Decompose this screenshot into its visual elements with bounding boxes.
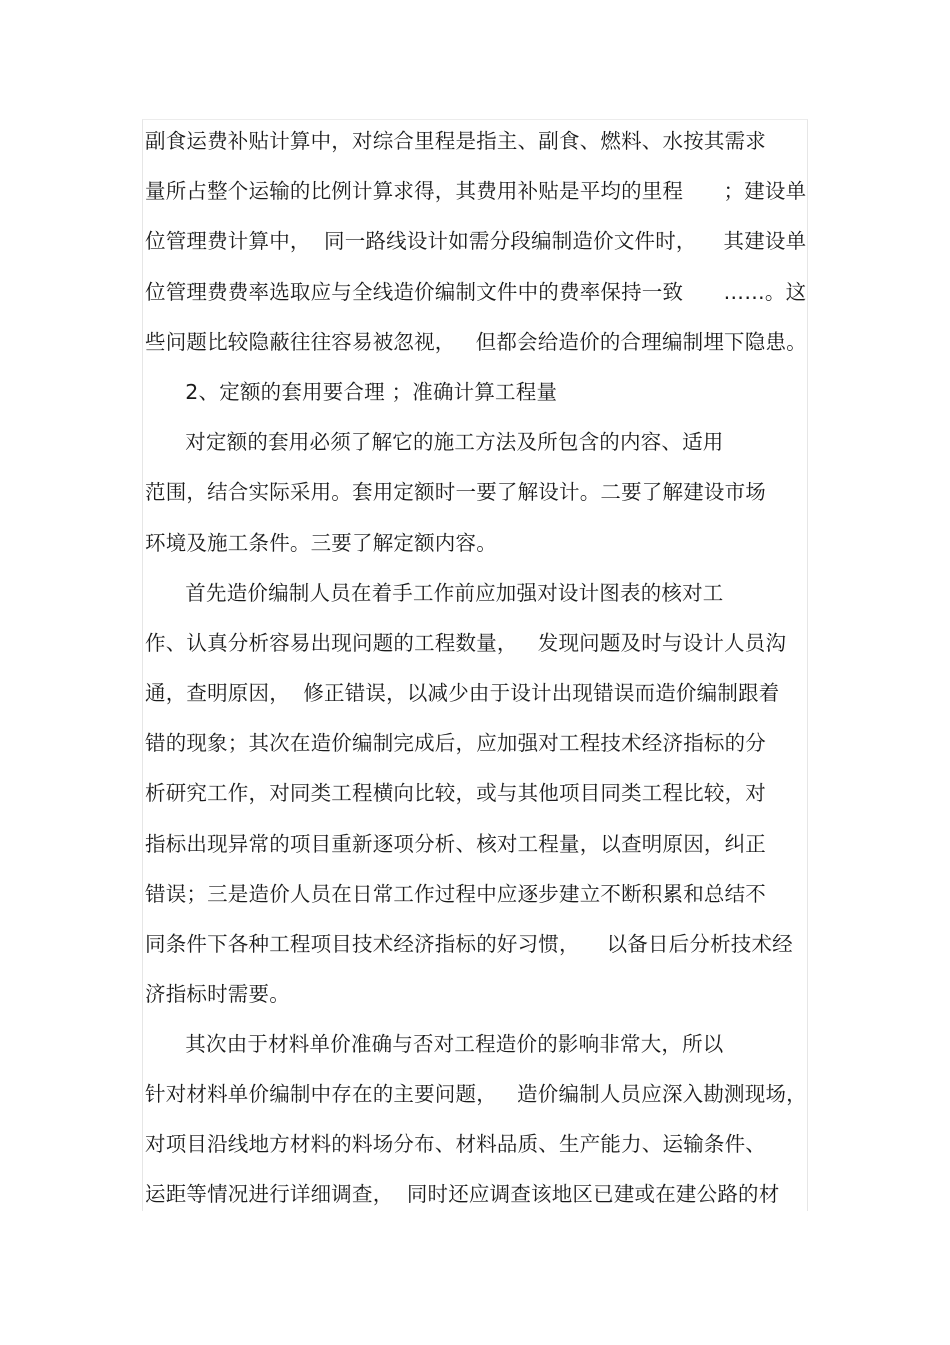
text-line: 其次由于材料单价准确与否对工程造价的影响非常大，所以 bbox=[145, 1032, 724, 1056]
text-line: 错误；三是造价人员在日常工作过程中应逐步建立不断积累和总结不 bbox=[145, 882, 766, 906]
text-line: 错的现象；其次在造价编制完成后，应加强对工程技术经济指标的分 bbox=[145, 731, 766, 755]
text-line: 对定额的套用必须了解它的施工方法及所包含的内容、适用 bbox=[145, 430, 724, 454]
text-line: 运距等情况进行详细调查， 同时还应调查该地区已建或在建公路的材 bbox=[145, 1182, 780, 1206]
text-line: 析研究工作，对同类工程横向比较，或与其他项目同类工程比较，对 bbox=[145, 781, 766, 805]
text-line: 同条件下各种工程项目技术经济指标的好习惯， 以备日后分析技术经 bbox=[145, 932, 793, 956]
section-heading: 2、定额的套用要合理 ；准确计算工程量 bbox=[145, 380, 558, 404]
text-line: 环境及施工条件。三要了解定额内容。 bbox=[145, 531, 497, 555]
text-line: 副食运费补贴计算中，对综合里程是指主、副食、燃料、水按其需求 bbox=[145, 129, 766, 153]
text-line: 首先造价编制人员在着手工作前应加强对设计图表的核对工 bbox=[145, 581, 724, 605]
text-line: 位管理费费率选取应与全线造价编制文件中的费率保持一致 ……。这 bbox=[145, 280, 807, 304]
text-line: 通，查明原因， 修正错误，以减少由于设计出现错误而造价编制跟着 bbox=[145, 681, 780, 705]
text-line: 济指标时需要。 bbox=[145, 982, 290, 1006]
text-line: 指标出现异常的项目重新逐项分析、核对工程量，以查明原因，纠正 bbox=[145, 832, 766, 856]
text-line: 对项目沿线地方材料的料场分布、材料品质、生产能力、运输条件、 bbox=[145, 1132, 766, 1156]
text-line: 位管理费计算中， 同一路线设计如需分段编制造价文件时， 其建设单 bbox=[145, 229, 807, 253]
text-line: 针对材料单价编制中存在的主要问题， 造价编制人员应深入勘测现场， bbox=[145, 1082, 807, 1106]
text-line: 些问题比较隐蔽往往容易被忽视， 但都会给造价的合理编制埋下隐患。 bbox=[145, 330, 807, 354]
text-line: 量所占整个运输的比例计算求得，其费用补贴是平均的里程 ；建设单 bbox=[145, 179, 807, 203]
text-line: 作、认真分析容易出现问题的工程数量， 发现问题及时与设计人员沟 bbox=[145, 631, 787, 655]
text-line: 范围，结合实际采用。套用定额时一要了解设计。二要了解建设市场 bbox=[145, 480, 766, 504]
